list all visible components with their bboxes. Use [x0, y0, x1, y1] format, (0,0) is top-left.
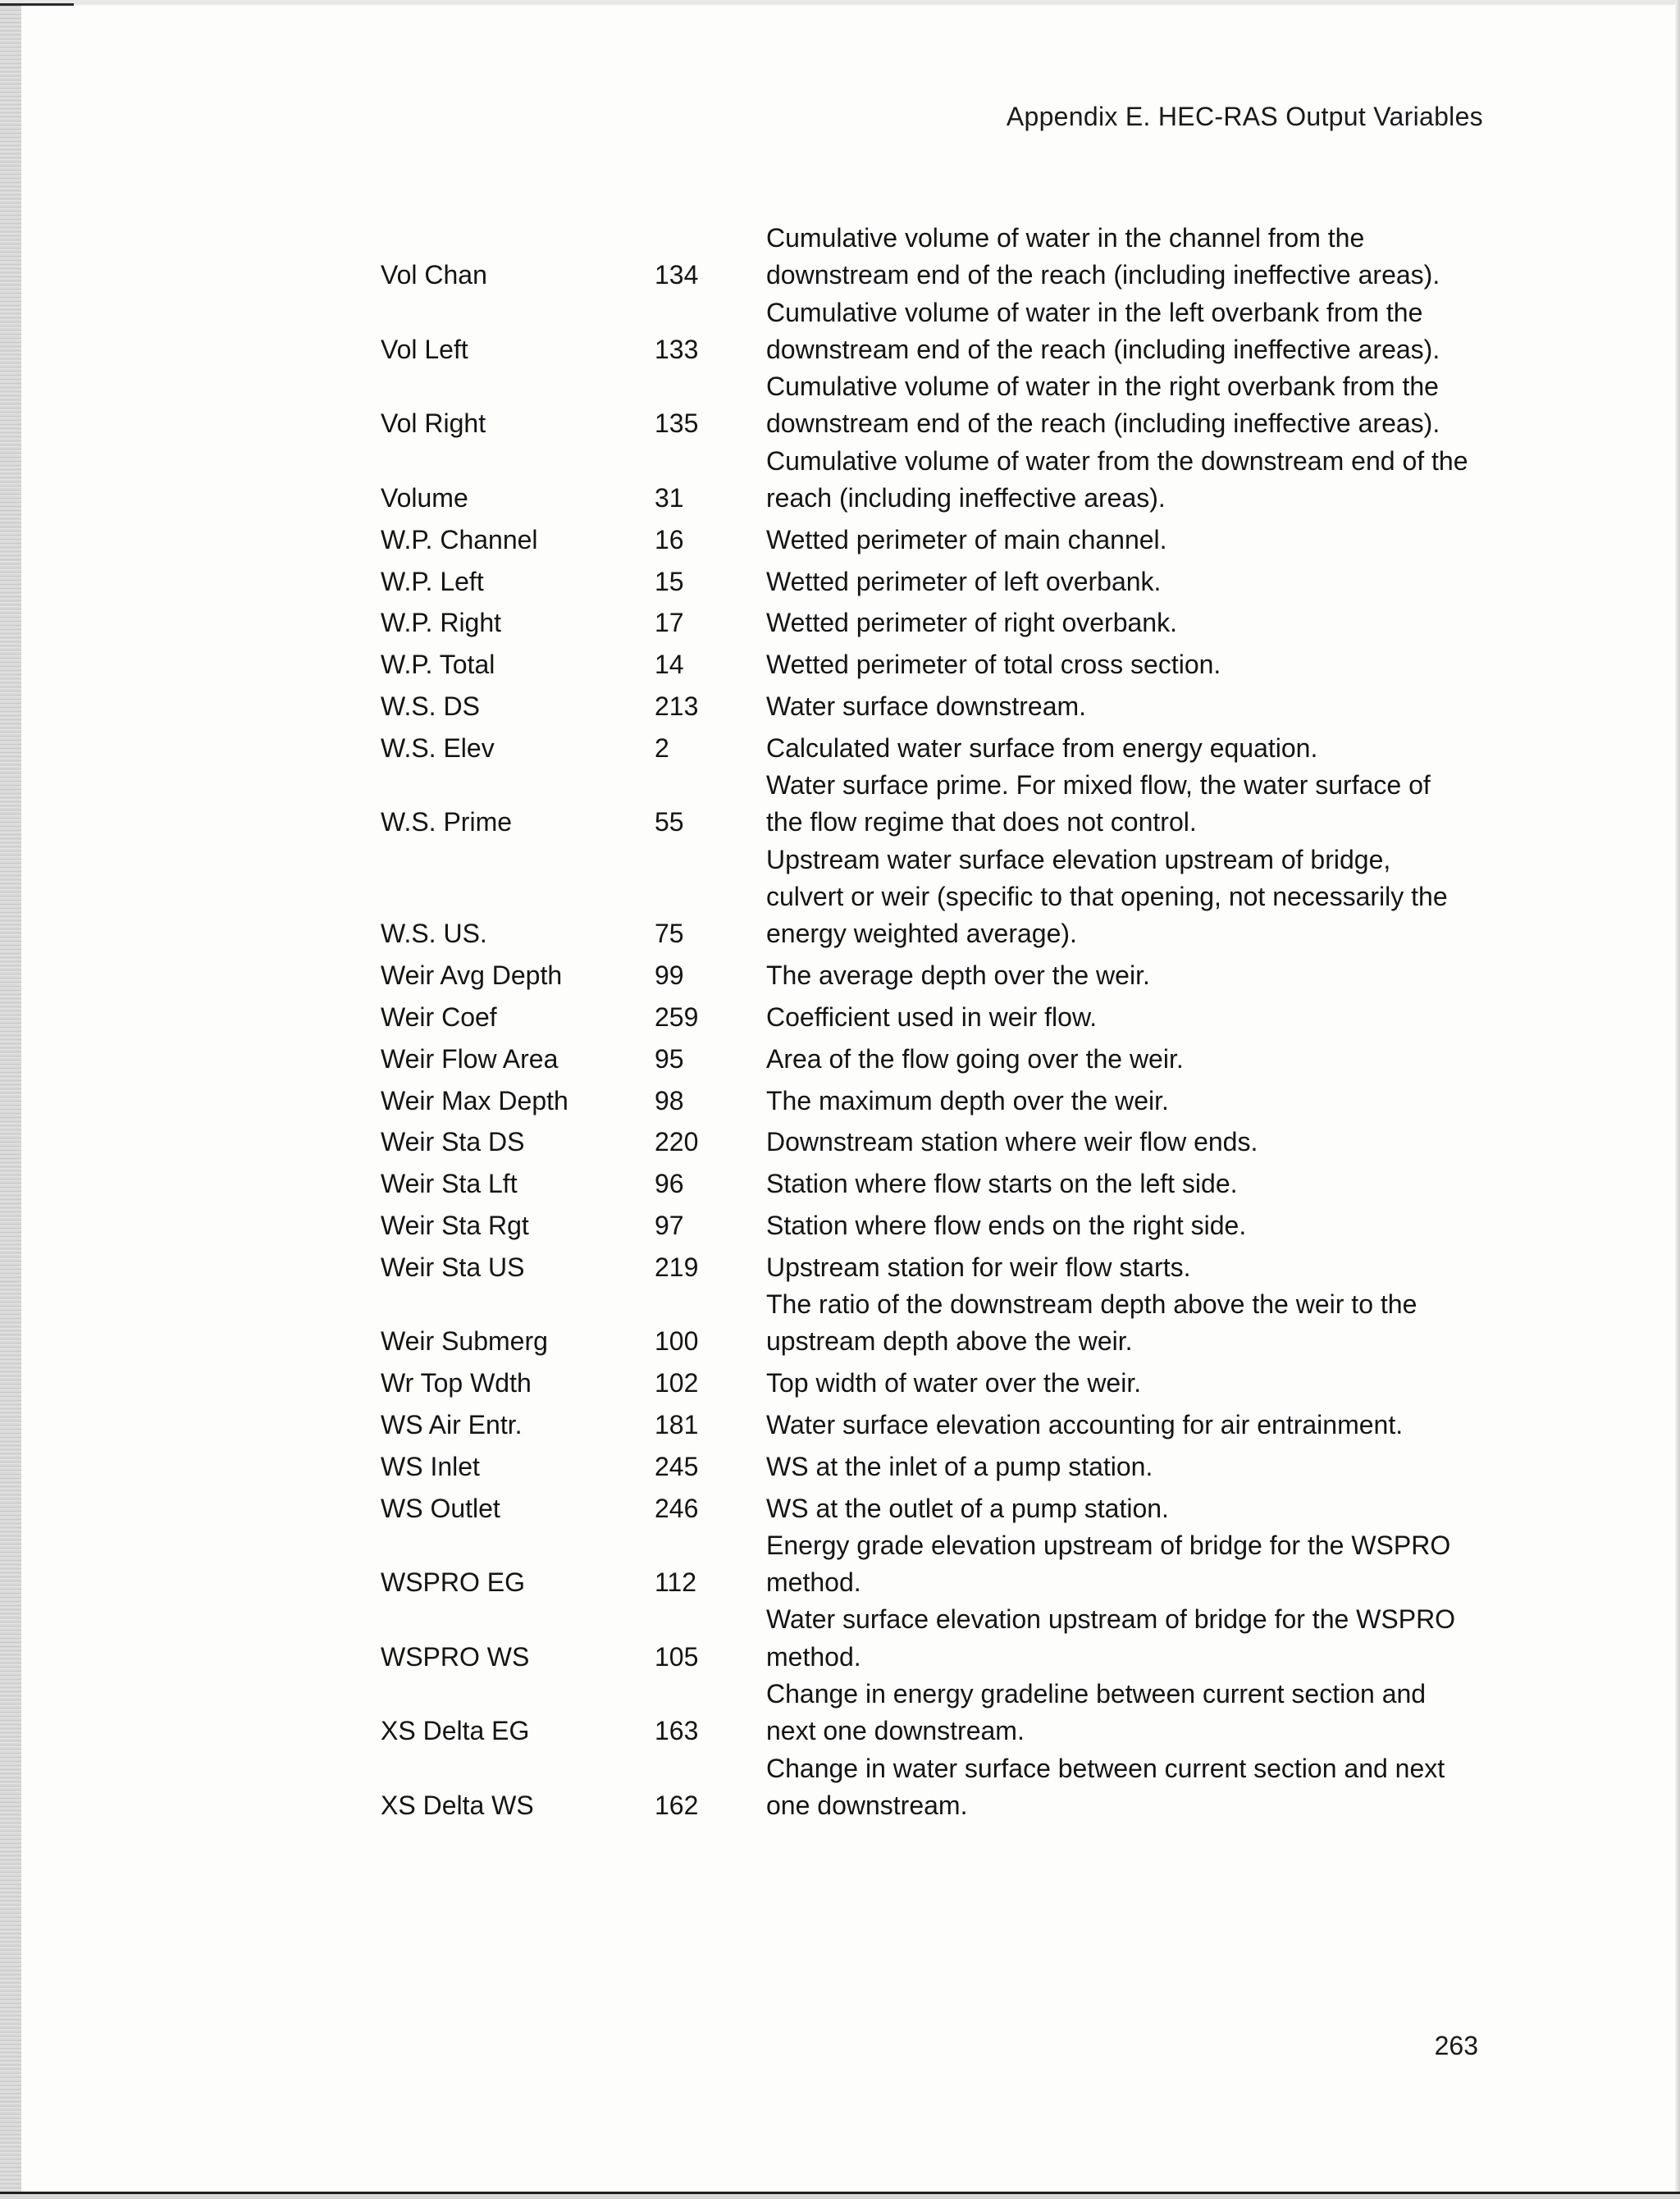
variable-name: W.S. Elev [381, 732, 495, 763]
table-row [381, 1750, 1480, 1825]
variable-name: W.S. Prime [381, 807, 513, 837]
scan-top-mark [0, 3, 74, 6]
variable-name: XS Delta WS [381, 1790, 534, 1820]
variable-description: WS at the outlet of a pump station. [766, 1493, 1169, 1523]
variable-name: WSPRO WS [381, 1641, 530, 1672]
variable-id: 246 [655, 1493, 699, 1523]
table-row [381, 1449, 1480, 1485]
variable-name: W.P. Left [381, 566, 484, 596]
variable-name: Vol Chan [381, 260, 487, 290]
variable-id: 2 [655, 732, 669, 763]
variable-name: W.S. US. [381, 919, 487, 949]
variable-name: W.P. Total [381, 650, 495, 680]
variable-description: Cumulative volume of water in the left overbank from the downstream end of the reach (including ineffective areas). [766, 297, 1440, 364]
variable-name: Volume [381, 483, 468, 513]
variable-name: W.P. Right [381, 608, 502, 638]
variable-id: 245 [655, 1451, 699, 1481]
variable-id: 163 [655, 1716, 699, 1746]
table-row [381, 1207, 1480, 1244]
variable-description: Station where flow starts on the left side. [766, 1169, 1238, 1199]
variable-description: Wetted perimeter of main channel. [766, 524, 1167, 554]
variable-name: Weir Sta Lft [381, 1169, 518, 1199]
table-row [381, 1407, 1480, 1444]
variable-description: Cumulative volume of water in the channel from the downstream end of the reach (including ineffective areas). [766, 223, 1440, 290]
variable-id: 112 [655, 1567, 697, 1598]
table-row [381, 522, 1480, 559]
variable-id: 181 [655, 1409, 699, 1439]
page-number: 263 [1434, 2031, 1478, 2060]
variable-description: The average depth over the weir. [766, 960, 1150, 991]
table-row [381, 999, 1480, 1036]
variable-name: Weir Sta DS [381, 1127, 525, 1157]
table-row [381, 1166, 1480, 1202]
variable-description: Water surface downstream. [766, 691, 1087, 722]
table-row [381, 767, 1480, 842]
variable-id: 220 [655, 1127, 699, 1157]
table-row [381, 1365, 1480, 1402]
variable-id: 96 [655, 1169, 684, 1199]
variable-id: 259 [655, 1001, 699, 1032]
variable-description: Change in water surface between current section and next one downstream. [766, 1753, 1445, 1820]
variable-name: WS Inlet [381, 1451, 480, 1481]
variable-id: 133 [655, 334, 699, 364]
variable-name: WS Air Entr. [381, 1409, 523, 1439]
variable-description: Upstream water surface elevation upstream of bridge, culvert or weir (specific to that opening, not necessarily the energy weighted average). [766, 844, 1448, 949]
variable-name: Weir Flow Area [381, 1043, 559, 1074]
variable-id: 105 [655, 1641, 699, 1672]
variable-id: 55 [655, 807, 684, 837]
table-row [381, 842, 1480, 953]
variable-description: Area of the flow going over the weir. [766, 1043, 1184, 1074]
running-header: Appendix E. HEC-RAS Output Variables [1006, 102, 1483, 131]
variable-name: Vol Right [381, 408, 486, 439]
table-row [381, 443, 1480, 518]
variable-id: 213 [655, 691, 699, 722]
variable-description: Wetted perimeter of left overbank. [766, 566, 1162, 596]
table-row [381, 1676, 1480, 1750]
variable-description: Top width of water over the weir. [766, 1368, 1142, 1398]
variable-name: Vol Left [381, 334, 468, 364]
variable-description: Wetted perimeter of total cross section. [766, 650, 1221, 680]
variables-table [381, 220, 1480, 1824]
variable-id: 98 [655, 1085, 684, 1115]
variable-name: W.P. Channel [381, 524, 538, 554]
variable-id: 16 [655, 524, 684, 554]
variable-id: 219 [655, 1252, 699, 1282]
variable-description: Energy grade elevation upstream of bridge for the WSPRO method. [766, 1530, 1451, 1598]
table-row [381, 1124, 1480, 1161]
variable-id: 75 [655, 919, 684, 949]
variable-id: 97 [655, 1210, 684, 1240]
variable-name: Weir Coef [381, 1001, 497, 1032]
table-row [381, 1601, 1480, 1676]
table-row [381, 1490, 1480, 1527]
variable-id: 99 [655, 960, 684, 991]
variable-name: W.S. DS [381, 691, 480, 722]
variable-id: 102 [655, 1368, 699, 1398]
variable-id: 15 [655, 566, 684, 596]
variable-name: WSPRO EG [381, 1567, 526, 1598]
scan-right-edge [1675, 0, 1680, 2199]
variable-description: Water surface prime. For mixed flow, the water surface of the flow regime that does not control. [766, 770, 1431, 837]
variable-id: 100 [655, 1326, 699, 1357]
variable-description: Cumulative volume of water in the right overbank from the downstream end of the reach (including ineffective areas). [766, 372, 1440, 439]
scan-top-edge [0, 0, 1680, 5]
variable-description: Water surface elevation upstream of bridge for the WSPRO method. [766, 1604, 1456, 1672]
variable-description: Station where flow ends on the right side. [766, 1210, 1247, 1240]
variable-description: Upstream station for weir flow starts. [766, 1252, 1191, 1282]
variable-name: Weir Sta Rgt [381, 1210, 529, 1240]
table-row [381, 368, 1480, 443]
variable-id: 162 [655, 1790, 699, 1820]
scan-bottom-mark [0, 2192, 1680, 2194]
variable-name: Weir Submerg [381, 1326, 548, 1357]
table-row [381, 294, 1480, 369]
variable-description: Downstream station where weir flow ends. [766, 1127, 1258, 1157]
variable-name: Weir Max Depth [381, 1085, 568, 1115]
table-row [381, 1527, 1480, 1602]
variable-description: Water surface elevation accounting for air entrainment. [766, 1409, 1404, 1439]
table-row [381, 646, 1480, 683]
table-row [381, 1083, 1480, 1120]
variable-description: Wetted perimeter of right overbank. [766, 608, 1177, 638]
variable-name: Weir Sta US [381, 1252, 525, 1282]
table-row [381, 730, 1480, 767]
variable-id: 17 [655, 608, 684, 638]
table-row [381, 604, 1480, 641]
variable-id: 95 [655, 1043, 684, 1074]
table-row [381, 1286, 1480, 1361]
variable-id: 31 [655, 483, 684, 513]
variable-name: Weir Avg Depth [381, 960, 563, 991]
variable-description: The ratio of the downstream depth above the weir to the upstream depth above the weir. [766, 1289, 1418, 1357]
table-row [381, 220, 1480, 294]
table-row [381, 563, 1480, 600]
table-row [381, 957, 1480, 994]
variable-description: Change in energy gradeline between current section and next one downstream. [766, 1678, 1427, 1746]
variable-id: 134 [655, 260, 699, 290]
variable-description: The maximum depth over the weir. [766, 1085, 1169, 1115]
table-row [381, 688, 1480, 725]
table-row [381, 1249, 1480, 1286]
variable-description: Coefficient used in weir flow. [766, 1001, 1098, 1032]
variable-name: XS Delta EG [381, 1716, 530, 1746]
scan-left-edge [0, 0, 21, 2199]
variable-name: WS Outlet [381, 1493, 500, 1523]
variable-name: Wr Top Wdth [381, 1368, 532, 1398]
table-row [381, 1041, 1480, 1078]
variable-id: 135 [655, 408, 699, 439]
variable-description: WS at the inlet of a pump station. [766, 1451, 1153, 1481]
variable-description: Cumulative volume of water from the downstream end of the reach (including ineffective areas). [766, 445, 1468, 513]
variable-description: Calculated water surface from energy equation. [766, 732, 1318, 763]
variable-id: 14 [655, 650, 684, 680]
